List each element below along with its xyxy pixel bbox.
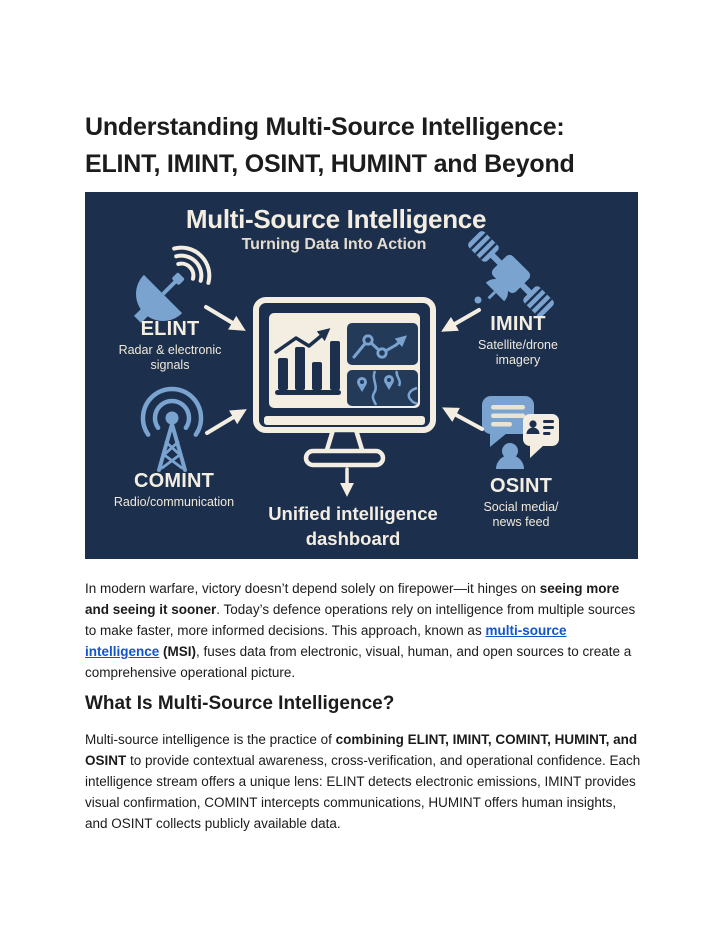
intro-bold-phrase: seeing more and seeing it sooner bbox=[85, 581, 620, 617]
source-elint bbox=[110, 318, 230, 372]
infographic-figure bbox=[85, 192, 638, 559]
definition-paragraph bbox=[85, 729, 641, 834]
source-comint bbox=[102, 470, 246, 510]
chat-bubbles-icon bbox=[482, 396, 559, 469]
dashboard-label-line2: dashboard bbox=[305, 528, 401, 549]
infographic-title: Multi-Source Intelligence bbox=[185, 204, 487, 234]
comint-arrow-icon bbox=[207, 412, 242, 433]
section-heading: What Is Multi-Source Intelligence? bbox=[85, 693, 395, 714]
intro-text: . Today’s defence operations rely on intelligence from multiple sources to make faster, more informed decisions. This approach, known as bbox=[85, 602, 636, 638]
page-title: Understanding Multi-Source Intelligence: ELINT, IMINT, OSINT, HUMINT and Beyond bbox=[85, 113, 575, 178]
definition-text: Multi-source intelligence is the practice of bbox=[85, 732, 336, 747]
source-imint-name: IMINT bbox=[490, 313, 546, 335]
radio-tower-icon bbox=[143, 389, 201, 470]
source-comint-name: COMINT bbox=[133, 470, 215, 492]
msi-abbreviation: (MSI) bbox=[163, 644, 197, 659]
source-elint-desc: Radar & electronic signals bbox=[118, 343, 222, 372]
source-imint-desc: Satellite/drone imagery bbox=[478, 338, 558, 367]
line-chart-icon bbox=[347, 323, 418, 365]
intro-text: , fuses data from electronic, visual, human, and open sources to create a comprehensive operational picture. bbox=[85, 644, 632, 680]
source-osint-desc: Social media/ news feed bbox=[483, 500, 559, 529]
intro-paragraph bbox=[85, 578, 641, 683]
osint-arrow-icon bbox=[447, 410, 482, 429]
dashboard-label bbox=[253, 501, 453, 551]
infographic-subtitle: Turning Data Into Action bbox=[241, 236, 427, 253]
source-osint-name: OSINT bbox=[489, 475, 553, 497]
definition-bold-phrase: combining ELINT, IMINT, COMINT, HUMINT, and OSINT bbox=[85, 732, 638, 768]
source-imint bbox=[462, 313, 574, 367]
map-icon bbox=[347, 370, 418, 406]
dashboard-monitor-icon bbox=[256, 300, 433, 465]
source-comint-desc: Radio/communication bbox=[113, 495, 235, 509]
msi-link[interactable]: multi-source intelligence bbox=[85, 623, 567, 659]
dashboard-label-line1: Unified intelligence bbox=[268, 503, 438, 524]
source-osint bbox=[471, 475, 571, 529]
intro-text: In modern warfare, victory doesn’t depend solely on firepower—it hinges on bbox=[85, 581, 540, 596]
definition-text: to provide contextual awareness, cross-verification, and operational confidence. Each intelligence stream offers a unique lens: ELINT detects electronic emissions, IMINT provides visual confirmation, COMINT intercepts communications, HUMINT offers human insights, and OSINT collects publicly available data. bbox=[85, 753, 641, 831]
source-elint-name: ELINT bbox=[140, 318, 200, 340]
